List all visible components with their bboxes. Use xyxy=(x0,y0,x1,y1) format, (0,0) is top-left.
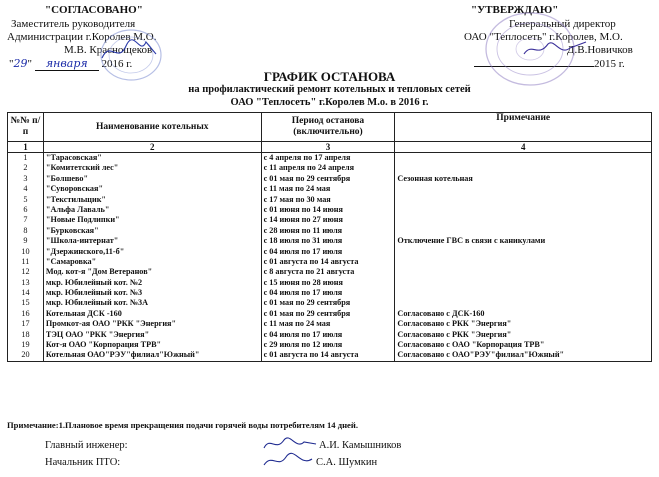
chief-engineer-name: А.И. Камышников xyxy=(319,440,402,451)
footnote: Примечание:1.Плановое время прекращения подачи горячей воды потребителям 14 дней. xyxy=(7,420,358,430)
boiler-name: "Альфа Лаваль" xyxy=(43,205,261,215)
document-subtitle-1: на профилактический ремонт котельных и тепловых сетей xyxy=(188,84,471,95)
table-row xyxy=(8,257,652,267)
table-row xyxy=(8,184,652,194)
row-number: 19 xyxy=(8,340,44,350)
pto-head-name: С.А. Шумкин xyxy=(316,457,378,468)
row-note xyxy=(395,288,652,298)
row-note xyxy=(395,257,652,267)
boiler-name: "Школа-интернат" xyxy=(43,236,261,246)
column-number: 4 xyxy=(395,142,652,153)
row-number: 9 xyxy=(8,236,44,246)
row-number: 13 xyxy=(8,278,44,288)
row-number: 18 xyxy=(8,330,44,340)
row-note xyxy=(395,226,652,236)
row-number: 20 xyxy=(8,350,44,361)
shutdown-period: с 28 июня по 11 июля xyxy=(261,226,395,236)
handwritten-month: января xyxy=(45,57,88,70)
row-note xyxy=(395,205,652,215)
boiler-name: "Самаровка" xyxy=(43,257,261,267)
table-row xyxy=(8,309,652,319)
row-note xyxy=(395,215,652,225)
header-name: Наименование котельных xyxy=(43,113,261,142)
row-number: 8 xyxy=(8,226,44,236)
row-number: 16 xyxy=(8,309,44,319)
shutdown-period: с 17 мая по 30 мая xyxy=(261,195,395,205)
approval-right-heading: "УТВЕРЖДАЮ" xyxy=(471,4,559,16)
row-note xyxy=(395,195,652,205)
boiler-name: "Тарасовская" xyxy=(43,153,261,164)
column-number: 1 xyxy=(8,142,44,153)
row-number: 14 xyxy=(8,288,44,298)
left-signature xyxy=(100,36,160,66)
row-note: Согласовано с РКК "Энергия" xyxy=(395,330,652,340)
document-subtitle-2: ОАО "Теплосеть" г.Королев М.о. в 2016 г. xyxy=(230,97,429,108)
row-note: Согласовано с ОАО"РЭУ"филиал"Южный" xyxy=(395,350,652,361)
table-row xyxy=(8,163,652,173)
table-row xyxy=(8,174,652,184)
approval-left-position: Заместитель руководителя xyxy=(11,18,136,30)
shutdown-schedule-table xyxy=(7,112,652,362)
boiler-name: ТЭЦ ОАО "РКК "Энергия" xyxy=(43,330,261,340)
boiler-name: "Комитетский лес" xyxy=(43,163,261,173)
approval-left-signatory: М.В. Краснощеков xyxy=(64,44,153,56)
boiler-name: "Бурковская" xyxy=(43,226,261,236)
table-row xyxy=(8,278,652,288)
handwritten-day: 29 xyxy=(13,57,28,70)
row-number: 1 xyxy=(8,153,44,164)
row-note xyxy=(395,163,652,173)
header-num: №№ п/п xyxy=(8,113,44,142)
shutdown-period: с 01 августа по 14 августа xyxy=(261,257,395,267)
boiler-name: "Новые Подлипки" xyxy=(43,215,261,225)
shutdown-period: с 15 июня по 28 июня xyxy=(261,278,395,288)
row-note: Сезонная котельная xyxy=(395,174,652,184)
row-note xyxy=(395,184,652,194)
row-number: 4 xyxy=(8,184,44,194)
row-number: 6 xyxy=(8,205,44,215)
boiler-name: Промкот-ая ОАО "РКК "Энергия" xyxy=(43,319,261,329)
shutdown-period: с 01 мая по 29 сентября xyxy=(261,174,395,184)
table-row xyxy=(8,153,652,164)
approval-right-organization: ОАО "Теплосеть" г.Королев, М.О. xyxy=(464,31,623,43)
document-title: ГРАФИК ОСТАНОВА xyxy=(263,69,396,84)
row-number: 2 xyxy=(8,163,44,173)
right-signature xyxy=(520,36,590,62)
boiler-name: мкр. Юбилейный кот. №3А xyxy=(43,298,261,308)
header-period: Период останова (включительно) xyxy=(261,113,395,142)
table-row xyxy=(8,236,652,246)
table-row xyxy=(8,215,652,225)
shutdown-period: с 04 июля по 17 июля xyxy=(261,247,395,257)
row-number: 17 xyxy=(8,319,44,329)
row-number: 15 xyxy=(8,298,44,308)
shutdown-period: с 01 июня по 14 июня xyxy=(261,205,395,215)
row-note xyxy=(395,267,652,277)
boiler-name: "Дзержинского,11-б" xyxy=(43,247,261,257)
table-row xyxy=(8,205,652,215)
shutdown-period: с 11 апреля по 24 апреля xyxy=(261,163,395,173)
boiler-name: "Болшево" xyxy=(43,174,261,184)
row-number: 11 xyxy=(8,257,44,267)
approval-right-signatory: Д.В.Новичков xyxy=(567,44,633,56)
shutdown-period: с 11 мая по 24 мая xyxy=(261,184,395,194)
approval-right-date: 2015 г. xyxy=(474,58,625,70)
shutdown-period: с 01 мая по 29 сентября xyxy=(261,298,395,308)
row-note xyxy=(395,298,652,308)
table-row xyxy=(8,350,652,361)
pto-head-signature xyxy=(262,451,314,471)
table-row xyxy=(8,195,652,205)
approval-left-heading: "СОГЛАСОВАНО" xyxy=(45,4,143,16)
table-row xyxy=(8,330,652,340)
shutdown-period: с 04 июля по 17 июля xyxy=(261,330,395,340)
approval-right-position: Генеральный директор xyxy=(509,18,616,30)
approval-left-organization: Администрации г.Королев М.О. xyxy=(7,31,157,43)
table-row xyxy=(8,226,652,236)
pto-head-label: Начальник ПТО: xyxy=(45,457,121,468)
boiler-name: "Суворовская" xyxy=(43,184,261,194)
approval-left-date: "29" января 2016 г. xyxy=(9,57,133,70)
shutdown-period: с 8 августа по 21 августа xyxy=(261,267,395,277)
table-row xyxy=(8,288,652,298)
column-numbers-row xyxy=(8,142,652,153)
row-note: Согласовано с ДСК-160 xyxy=(395,309,652,319)
column-number: 3 xyxy=(261,142,395,153)
shutdown-period: с 11 мая по 24 мая xyxy=(261,319,395,329)
boiler-name: мкр. Юбилейный кот. №2 xyxy=(43,278,261,288)
header-note: Примечание xyxy=(395,113,652,142)
table-row xyxy=(8,319,652,329)
row-note xyxy=(395,278,652,288)
row-number: 12 xyxy=(8,267,44,277)
boiler-name: Котельная ОАО"РЭУ"филиал"Южный" xyxy=(43,350,261,361)
table-row xyxy=(8,267,652,277)
row-number: 7 xyxy=(8,215,44,225)
row-note: Отключение ГВС в связи с каникулами xyxy=(395,236,652,246)
row-note xyxy=(395,153,652,164)
row-note: Согласовано с РКК "Энергия" xyxy=(395,319,652,329)
row-number: 10 xyxy=(8,247,44,257)
shutdown-period: с 01 мая по 29 сентября xyxy=(261,309,395,319)
boiler-name: Мод. кот-я "Дом Ветеранов" xyxy=(43,267,261,277)
boiler-name: "Текстильщик" xyxy=(43,195,261,205)
boiler-name: мкр. Юбилейный кот. №3 xyxy=(43,288,261,298)
shutdown-period: с 04 июля по 17 июля xyxy=(261,288,395,298)
boiler-name: Кот-я ОАО "Корпорация ТРВ" xyxy=(43,340,261,350)
table-row xyxy=(8,340,652,350)
boiler-name: Котельная ДСК -160 xyxy=(43,309,261,319)
table-row xyxy=(8,247,652,257)
row-note xyxy=(395,247,652,257)
shutdown-period: с 4 апреля по 17 апреля xyxy=(261,153,395,164)
row-number: 5 xyxy=(8,195,44,205)
shutdown-period: с 29 июля по 12 июля xyxy=(261,340,395,350)
row-number: 3 xyxy=(8,174,44,184)
chief-engineer-label: Главный инженер: xyxy=(45,440,128,451)
shutdown-period: с 14 июня по 27 июня xyxy=(261,215,395,225)
shutdown-period: с 01 августа по 14 августа xyxy=(261,350,395,361)
table-row xyxy=(8,298,652,308)
row-note: Согласовано с ОАО "Корпорация ТРВ" xyxy=(395,340,652,350)
column-number: 2 xyxy=(43,142,261,153)
shutdown-period: с 18 июля по 31 июля xyxy=(261,236,395,246)
